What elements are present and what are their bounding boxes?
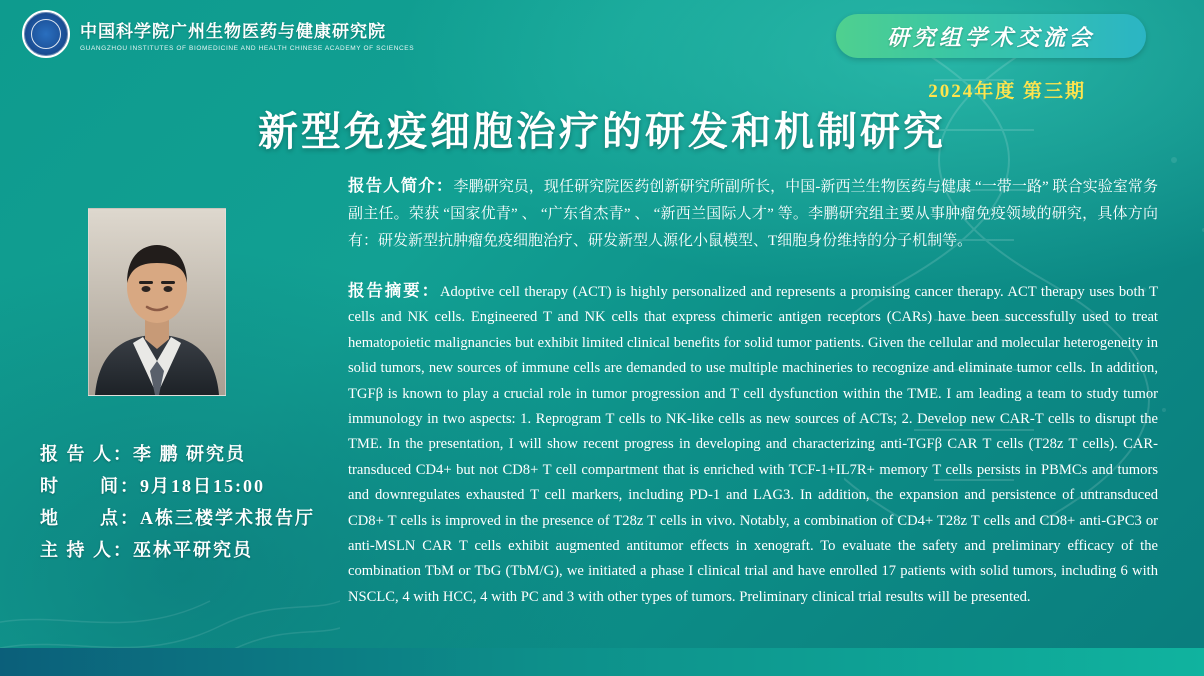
institute-seal-icon — [22, 10, 70, 58]
event-detail-row — [40, 502, 315, 534]
event-detail-row — [40, 470, 315, 502]
poster-header — [0, 0, 1204, 64]
page-title: 新型免疫细胞治疗的研发和机制研究 — [258, 109, 946, 154]
footer-bar — [0, 648, 1204, 676]
institute-branding — [22, 10, 414, 58]
issue-label: 2024年度 第三期 — [928, 81, 1086, 102]
speaker-bio-text: 李鹏研究员，现任研究院医药创新研究所副所长，中国-新西兰生物医药与健康 “一带一路” 联合实验室常务副主任。荣获 “国家优青” 、 “广东省杰青” 、 “新西兰国际人才” 等。李鹏研究组主要从事肿瘤免疫领域的研究，具体方向有：研发新型抗肿瘤免疫细胞治疗、研发新型人源化小鼠模型、T细胞身份维持的分子机制等。 — [348, 179, 1158, 249]
host-label: 主 持 人： — [40, 540, 133, 560]
event-series-label: 研究组学术交流会 — [886, 24, 1095, 50]
speaker-label: 报 告 人： — [40, 444, 133, 464]
location-value: A栋三楼学术报告厅 — [140, 508, 315, 528]
time-value: 9月18日15:00 — [140, 476, 265, 496]
location-label: 地 点： — [40, 508, 140, 528]
speaker-photo — [88, 208, 226, 396]
speaker-value: 李 鹏 研究员 — [133, 444, 246, 464]
event-details — [40, 438, 315, 566]
portrait-image — [89, 209, 225, 395]
event-series-ribbon — [836, 14, 1146, 58]
institute-name-en: GUANGZHOU INSTITUTES OF BIOMEDICINE AND HEALTH CHINESE ACADEMY OF SCIENCES — [80, 44, 415, 52]
time-label: 时 间： — [40, 476, 140, 496]
institute-name-cn: 中国科学院广州生物医药与健康研究院 — [80, 21, 386, 41]
talk-abstract-text: Adoptive cell therapy (ACT) is highly personalized and represents a promising cancer therapy. ACT therapy uses both T cells and NK cells. Engineered T and NK cells that express chimeric antigen receptors (CARs) have been successfully used to treat hematopoietic malignancies but exhibit limited clinical benefits for solid tumor patients. Given the cellular and molecular heterogeneity in solid tumors, new sources of immune cells are demanded to use multiple machineries to recognize and eliminate tumor cells. In addition, TGFβ is known to play a crucial role in tumor progression and T cell dysfunction within the TME. I am leading a team to study tumor immunology in two aspects: 1. Reprogram T cells to NK-like cells as new sources of ACTs; 2. Develop new CAR-T cells to disrupt the TME. In the presentation, I will show recent progress in developing and characterizing anti-TGFβ CAR T cells (T28z T cells). CAR-transduced CD4+ but not CD8+ T cell compartment that is enriched with TCF-1+IL7R+ memory T cells persists in PBMCs and tumors and downregulates exhausted T cell markers, including PD-1 and LAG3. In addition, the expansion and persistence of untransduced CD8+ T cells is improved in the presence of T28z T cells in vivo. Notably, a combination of CD4+ T28z T cells and CD8+ anti-GPC3 or anti-MSLN CAR T cells exhibit augmented antitumor effects in xenograft. To evaluate the safety and preliminary efficacy of the combination TbM or TbG (TbM/G), we initiated a phase I clinical trial and have enrolled 17 patients with solid tumors, including 6 with NSCLC, 4 with HCC, 4 with PC and 3 with other types of tumors. Preliminary clinical trial results will be presented. — [348, 284, 1159, 605]
speaker-bio-label: 报告人简介： — [348, 176, 454, 195]
talk-abstract — [348, 278, 1158, 610]
event-detail-row — [40, 438, 315, 470]
speaker-bio — [348, 172, 1158, 255]
host-value: 巫林平研究员 — [133, 540, 253, 560]
talk-abstract-label: 报告摘要： — [348, 281, 440, 300]
event-detail-row — [40, 534, 315, 566]
